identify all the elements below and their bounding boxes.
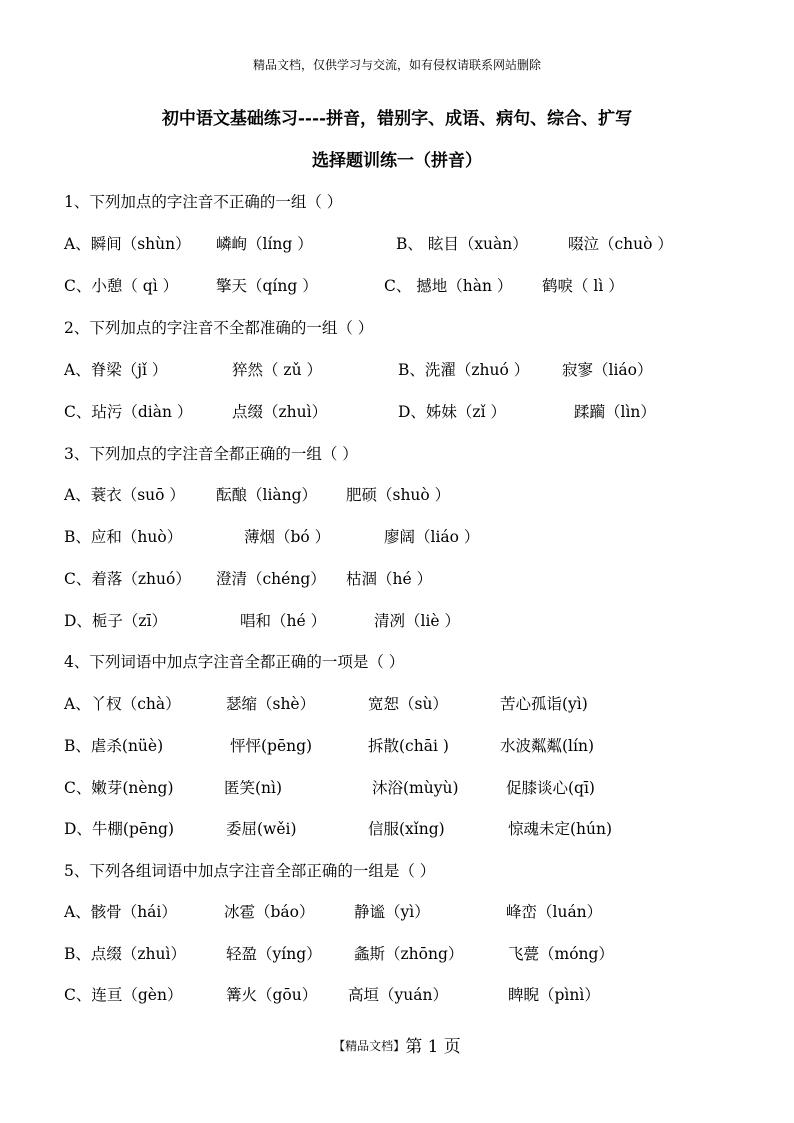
option-item: 瑟缩（shè） — [226, 695, 316, 713]
option-item: C、嫩芽(nèng) — [64, 779, 174, 797]
option-item: 猝然（ zǔ ） — [232, 361, 323, 379]
option-item: 委屈(wěi) — [226, 820, 297, 838]
option-item: B、洗濯（zhuó ） — [398, 361, 530, 379]
option-item: 睥睨（pìnì） — [508, 986, 600, 1004]
option-item: 苦心孤诣(yì) — [500, 695, 588, 713]
option-item: 鹤唳（ lì ） — [542, 277, 624, 295]
option-item: C、着落（zhuó） — [64, 570, 191, 588]
question-stem: 3、下列加点的字注音全都正确的一组（ ） — [64, 445, 358, 463]
option-row — [64, 483, 764, 507]
option-row — [64, 900, 764, 924]
footer-tag: 【精品文档】 — [333, 1039, 406, 1053]
option-item: 啜泣（chuò ） — [568, 235, 673, 253]
option-item: 信服(xǐng) — [368, 820, 445, 838]
option-row — [64, 274, 764, 298]
option-item: 飞甍（móng） — [508, 945, 614, 963]
option-item: C、 撼地（hàn ） — [384, 277, 513, 295]
option-row — [64, 734, 764, 758]
option-item: 酝酿（liàng） — [216, 486, 318, 504]
option-item: 促膝谈心(qī) — [506, 779, 595, 797]
option-item: 唱和（hé ） — [240, 612, 327, 630]
question-stem: 1、下列加点的字注音不正确的一组（ ） — [64, 193, 343, 211]
option-item: 怦怦(pēng) — [230, 737, 313, 755]
option-item: 点缀（zhuì） — [232, 403, 328, 421]
option-item: D、姊妹（zǐ ） — [398, 403, 506, 421]
option-item: B、虐杀(nüè) — [64, 737, 164, 755]
option-item: 篝火（gōu） — [226, 986, 318, 1004]
option-row — [64, 692, 764, 716]
option-row — [64, 609, 764, 633]
option-item: D、栀子（zī） — [64, 612, 168, 630]
option-item: 峰峦（luán） — [506, 903, 603, 921]
option-item: C、玷污（diàn ） — [64, 403, 193, 421]
question-stem: 2、下列加点的字注音不全都准确的一组（ ） — [64, 319, 374, 337]
option-item: C、连亘（gèn） — [64, 986, 183, 1004]
option-item: 枯涸（hé ） — [346, 570, 433, 588]
option-item: 清冽（liè ） — [374, 612, 461, 630]
option-row — [64, 776, 764, 800]
option-item: B、 眩目（xuàn） — [396, 235, 528, 253]
option-item: B、点缀（zhuì） — [64, 945, 186, 963]
option-item: D、牛棚(pēng) — [64, 820, 175, 838]
option-item: 轻盈（yíng） — [226, 945, 322, 963]
question-stem: 5、下列各组词语中加点字注音全部正确的一组是（ ） — [64, 862, 436, 880]
option-row — [64, 942, 764, 966]
option-row — [64, 232, 764, 256]
option-item: 肥硕（shuò ） — [346, 486, 451, 504]
option-item: 匿笑(nì) — [224, 779, 283, 797]
option-item: 擎天（qíng ） — [216, 277, 318, 295]
option-item: 静谧（yì） — [354, 903, 430, 921]
option-item: 薄烟（bó ） — [244, 528, 331, 546]
option-item: 澄清（chéng） — [216, 570, 326, 588]
option-row — [64, 358, 764, 382]
option-item: C、小憩（ qì ） — [64, 277, 179, 295]
option-item: A、丫杈（chà） — [64, 695, 181, 713]
option-item: 蹂躏（lìn） — [574, 403, 656, 421]
option-item: 高垣（yuán） — [348, 986, 448, 1004]
question-stem: 4、下列词语中加点字注音全都正确的一项是（ ） — [64, 653, 405, 671]
header-notice: 精品文档，仅供学习与交流，如有侵权请联系网站删除 — [252, 58, 541, 72]
option-item: B、应和（huò） — [64, 528, 183, 546]
option-row — [64, 567, 764, 591]
option-row — [64, 400, 764, 424]
option-item: A、骸骨（hái） — [64, 903, 177, 921]
option-item: 廖阔（liáo ） — [384, 528, 480, 546]
option-item: 嶙峋（líng ） — [216, 235, 313, 253]
document-title: 初中语文基础练习----拼音，错别字、成语、病句、综合、扩写 — [161, 109, 633, 129]
option-item: A、蓑衣（suō ） — [64, 486, 185, 504]
option-item: 沐浴(mùyù) — [372, 779, 459, 797]
option-item: A、瞬间（shùn） — [64, 235, 191, 253]
page-footer — [0, 1032, 794, 1057]
option-row — [64, 983, 764, 1007]
option-item: 拆散(chāi ) — [368, 737, 449, 755]
option-row — [64, 525, 764, 549]
page-number: 第 1 页 — [405, 1037, 461, 1057]
option-item: 惊魂未定(hún) — [508, 820, 613, 838]
option-item: 宽恕（sù） — [368, 695, 448, 713]
option-item: A、脊梁（jǐ ） — [64, 361, 168, 379]
option-item: 寂寥（liáo） — [562, 361, 653, 379]
option-item: 水波粼粼(lín) — [500, 737, 594, 755]
section-title: 选择题训练一（拼音） — [312, 151, 482, 171]
option-item: 螽斯（zhōng） — [354, 945, 464, 963]
option-item: 冰雹（báo） — [224, 903, 315, 921]
option-row — [64, 817, 764, 841]
